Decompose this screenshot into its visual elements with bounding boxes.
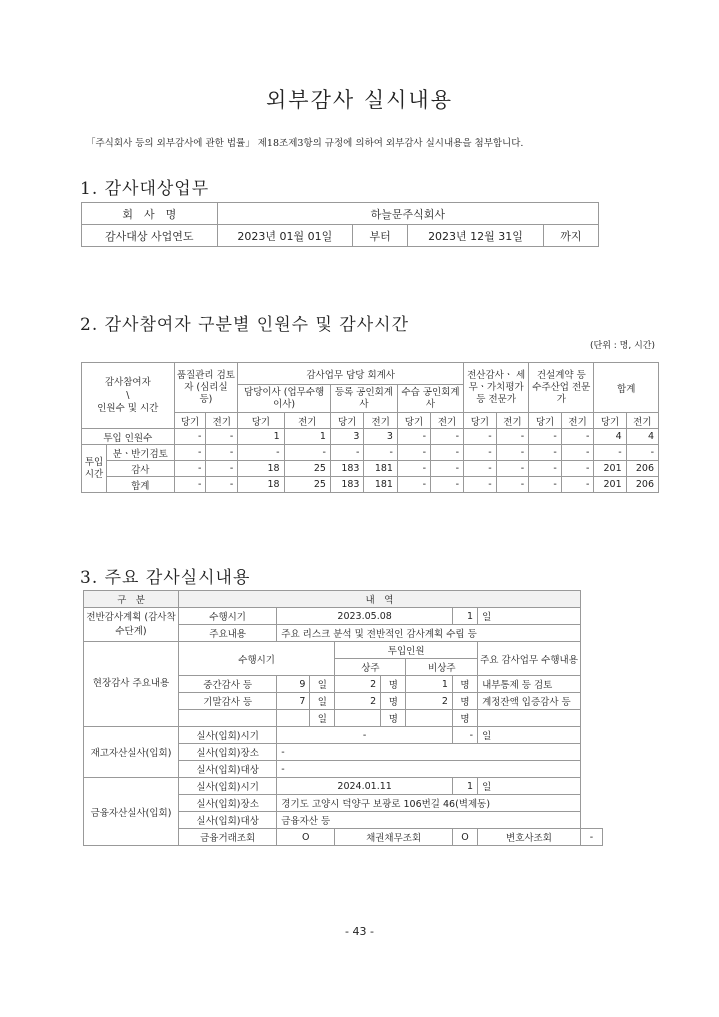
sum-cell: - — [561, 477, 594, 493]
inv-target-label: 실사(입회)대상 — [179, 761, 277, 778]
review-cell: - — [364, 445, 398, 461]
plan-content-label: 주요내용 — [179, 625, 277, 642]
day-unit: 일 — [478, 778, 581, 795]
people-cell: 1 — [238, 429, 284, 445]
review-cell: - — [431, 445, 464, 461]
field-time-label: 수행시기 — [179, 642, 335, 676]
sum-cell: - — [397, 477, 430, 493]
main-audit-table — [83, 590, 603, 846]
period-label: 감사대상 사업연도 — [82, 225, 218, 247]
people-cell: - — [206, 429, 238, 445]
people-cell: - — [529, 429, 562, 445]
ar-confirm-label: 채권채무조회 — [335, 829, 453, 846]
sum-cell: 206 — [626, 477, 658, 493]
ar-confirm-value: O — [452, 829, 477, 846]
it-header: 전산감사ㆍ 세무ㆍ가치평가 등 전문가 — [464, 363, 529, 413]
audit-cell: - — [206, 461, 238, 477]
review-cell: - — [238, 445, 284, 461]
final-label: 기말감사 등 — [179, 693, 277, 710]
cpa-header: 등록 공인회계사 — [330, 385, 397, 413]
sum-cell: - — [496, 477, 529, 493]
page-title: 외부감사 실시내용 — [266, 88, 453, 112]
empty-cell — [406, 710, 452, 727]
prior-period-header: 전기 — [626, 413, 658, 429]
page-number: - 43 - — [345, 925, 374, 938]
period-from: 2023년 01월 01일 — [217, 225, 353, 247]
plan-days: 1 — [452, 608, 477, 625]
quality-header: 품질관리 검토자 (심리실 등) — [174, 363, 238, 413]
plan-date: 2023.05.08 — [277, 608, 453, 625]
audit-cell: - — [464, 461, 497, 477]
inv-days: - — [452, 727, 477, 744]
fin-place: 경기도 고양시 덕양구 보광로 106번길 46(벽제동) — [277, 795, 581, 812]
people-cell: 3 — [364, 429, 398, 445]
inv-target: - — [277, 761, 581, 778]
final-nonresident: 2 — [406, 693, 452, 710]
review-cell: - — [529, 445, 562, 461]
input-people-label: 투입인원 — [335, 642, 478, 659]
company-label: 회 사 명 — [82, 203, 218, 225]
prior-period-header: 전기 — [496, 413, 529, 429]
nonresident-label: 비상주 — [406, 659, 478, 676]
empty-cell — [277, 710, 310, 727]
col-category: 구 분 — [84, 591, 179, 608]
fin-date: 2024.01.11 — [277, 778, 453, 795]
audit-header: 감사업무 담당 회계사 — [238, 363, 464, 385]
review-cell: - — [496, 445, 529, 461]
people-cell: 3 — [330, 429, 363, 445]
fin-target-label: 실사(입회)대상 — [179, 812, 277, 829]
sum-cell: 181 — [364, 477, 398, 493]
row-time-label: 투입 시간 — [82, 445, 107, 493]
people-cell: 4 — [626, 429, 658, 445]
from-word: 부터 — [353, 225, 408, 247]
person-unit: 명 — [381, 693, 406, 710]
fin-target: 금융자산 등 — [277, 812, 581, 829]
fin-time-label: 실사(입회)시기 — [179, 778, 277, 795]
person-unit: 명 — [381, 710, 406, 727]
unit-label: (단위 : 명, 시간) — [590, 341, 655, 351]
sum-cell: - — [206, 477, 238, 493]
bank-confirm-value: O — [277, 829, 335, 846]
current-period-header: 당기 — [594, 413, 626, 429]
inv-place-label: 실사(입회)장소 — [179, 744, 277, 761]
period-to: 2023년 12월 31일 — [408, 225, 544, 247]
current-period-header: 당기 — [529, 413, 562, 429]
section2-heading: 2. 감사참여자 구분별 인원수 및 감사시간 — [80, 315, 409, 335]
audit-cell: 18 — [238, 461, 284, 477]
final-resident: 2 — [335, 693, 381, 710]
people-cell: - — [496, 429, 529, 445]
people-cell: - — [397, 429, 430, 445]
row-audit-label: 감사 — [107, 461, 175, 477]
fin-place-label: 실사(입회)장소 — [179, 795, 277, 812]
prior-period-header: 전기 — [431, 413, 464, 429]
current-period-header: 당기 — [397, 413, 430, 429]
review-cell: - — [464, 445, 497, 461]
interim-days: 9 — [277, 676, 310, 693]
col-detail: 내 역 — [179, 591, 581, 608]
inv-place: - — [277, 744, 581, 761]
review-cell: - — [397, 445, 430, 461]
day-unit: 일 — [478, 727, 581, 744]
construction-header: 건설계약 등 수주산업 전문가 — [529, 363, 594, 413]
sum-cell: 18 — [238, 477, 284, 493]
person-unit: 명 — [381, 676, 406, 693]
current-period-header: 당기 — [464, 413, 497, 429]
audit-cell: 25 — [284, 461, 330, 477]
inv-date: - — [277, 727, 453, 744]
financial-label: 금융자산실사(입회) — [84, 778, 179, 846]
inventory-label: 재고자산실사(입회) — [84, 727, 179, 778]
person-unit: 명 — [452, 710, 477, 727]
section1-heading: 1. 감사대상업무 — [80, 179, 210, 199]
final-days: 7 — [277, 693, 310, 710]
person-unit: 명 — [452, 693, 477, 710]
review-cell: - — [174, 445, 206, 461]
audit-target-table — [81, 202, 599, 247]
review-cell: - — [561, 445, 594, 461]
people-cell: - — [174, 429, 206, 445]
participants-table — [81, 362, 659, 493]
audit-cell: 206 — [626, 461, 658, 477]
bank-confirm-label: 금융거래조회 — [179, 829, 277, 846]
people-cell: - — [561, 429, 594, 445]
person-unit: 명 — [452, 676, 477, 693]
current-period-header: 당기 — [238, 413, 284, 429]
audit-cell: 181 — [364, 461, 398, 477]
section3-heading: 3. 주요 감사실시내용 — [80, 568, 251, 588]
row-people-label: 투입 인원수 — [82, 429, 175, 445]
plan-day-unit: 일 — [478, 608, 581, 625]
trainee-header: 수습 공인회계사 — [397, 385, 463, 413]
sum-cell: - — [174, 477, 206, 493]
day-unit: 일 — [310, 710, 335, 727]
row-sum-label: 합계 — [107, 477, 175, 493]
inv-time-label: 실사(입회)시기 — [179, 727, 277, 744]
main-task-label: 주요 감사업무 수행내용 — [478, 642, 581, 676]
row-review-label: 분ㆍ반기검토 — [107, 445, 175, 461]
interim-label: 중간감사 등 — [179, 676, 277, 693]
sum-cell: - — [431, 477, 464, 493]
audit-cell: - — [561, 461, 594, 477]
empty-cell — [335, 710, 381, 727]
interim-task: 내부통제 등 검토 — [478, 676, 581, 693]
people-cell: 4 — [594, 429, 626, 445]
lawyer-confirm-label: 변호사조회 — [478, 829, 581, 846]
empty-cell — [179, 710, 277, 727]
resident-label: 상주 — [335, 659, 406, 676]
sum-cell: 25 — [284, 477, 330, 493]
interim-nonresident: 1 — [406, 676, 452, 693]
audit-cell: - — [431, 461, 464, 477]
audit-cell: - — [174, 461, 206, 477]
audit-cell: - — [496, 461, 529, 477]
plan-label: 전반감사계획 (감사착수단계) — [84, 608, 179, 642]
audit-cell: - — [529, 461, 562, 477]
plan-content: 주요 리스크 분석 및 전반적인 감사계획 수립 등 — [277, 625, 581, 642]
fin-days: 1 — [452, 778, 477, 795]
audit-cell: - — [397, 461, 430, 477]
interim-resident: 2 — [335, 676, 381, 693]
people-cell: - — [464, 429, 497, 445]
to-word: 까지 — [543, 225, 598, 247]
total-header: 합계 — [594, 363, 659, 413]
sum-cell: - — [529, 477, 562, 493]
prior-period-header: 전기 — [284, 413, 330, 429]
corner-header: 감사참여자 \ 인원수 및 시간 — [82, 363, 175, 429]
current-period-header: 당기 — [330, 413, 363, 429]
review-cell: - — [330, 445, 363, 461]
prior-period-header: 전기 — [561, 413, 594, 429]
day-unit: 일 — [310, 693, 335, 710]
plan-time-label: 수행시기 — [179, 608, 277, 625]
sum-cell: 201 — [594, 477, 626, 493]
prior-period-header: 전기 — [364, 413, 398, 429]
day-unit: 일 — [310, 676, 335, 693]
final-task: 계정잔액 입증감사 등 — [478, 693, 581, 710]
sum-cell: 183 — [330, 477, 363, 493]
review-cell: - — [284, 445, 330, 461]
audit-cell: 183 — [330, 461, 363, 477]
field-label: 현장감사 주요내용 — [84, 642, 179, 727]
lawyer-confirm-value: - — [580, 829, 602, 846]
intro-text: 「주식회사 등의 외부감사에 관한 법률」 제18조제3항의 규정에 의하여 외부감사 실시내용을 첨부합니다. — [86, 138, 524, 149]
partner-header: 담당이사 (업무수행이사) — [238, 385, 331, 413]
empty-cell — [478, 710, 581, 727]
people-cell: 1 — [284, 429, 330, 445]
audit-cell: 201 — [594, 461, 626, 477]
sum-cell: - — [464, 477, 497, 493]
company-value: 하늘문주식회사 — [217, 203, 598, 225]
current-period-header: 당기 — [174, 413, 206, 429]
review-cell: - — [594, 445, 626, 461]
review-cell: - — [626, 445, 658, 461]
people-cell: - — [431, 429, 464, 445]
prior-period-header: 전기 — [206, 413, 238, 429]
review-cell: - — [206, 445, 238, 461]
